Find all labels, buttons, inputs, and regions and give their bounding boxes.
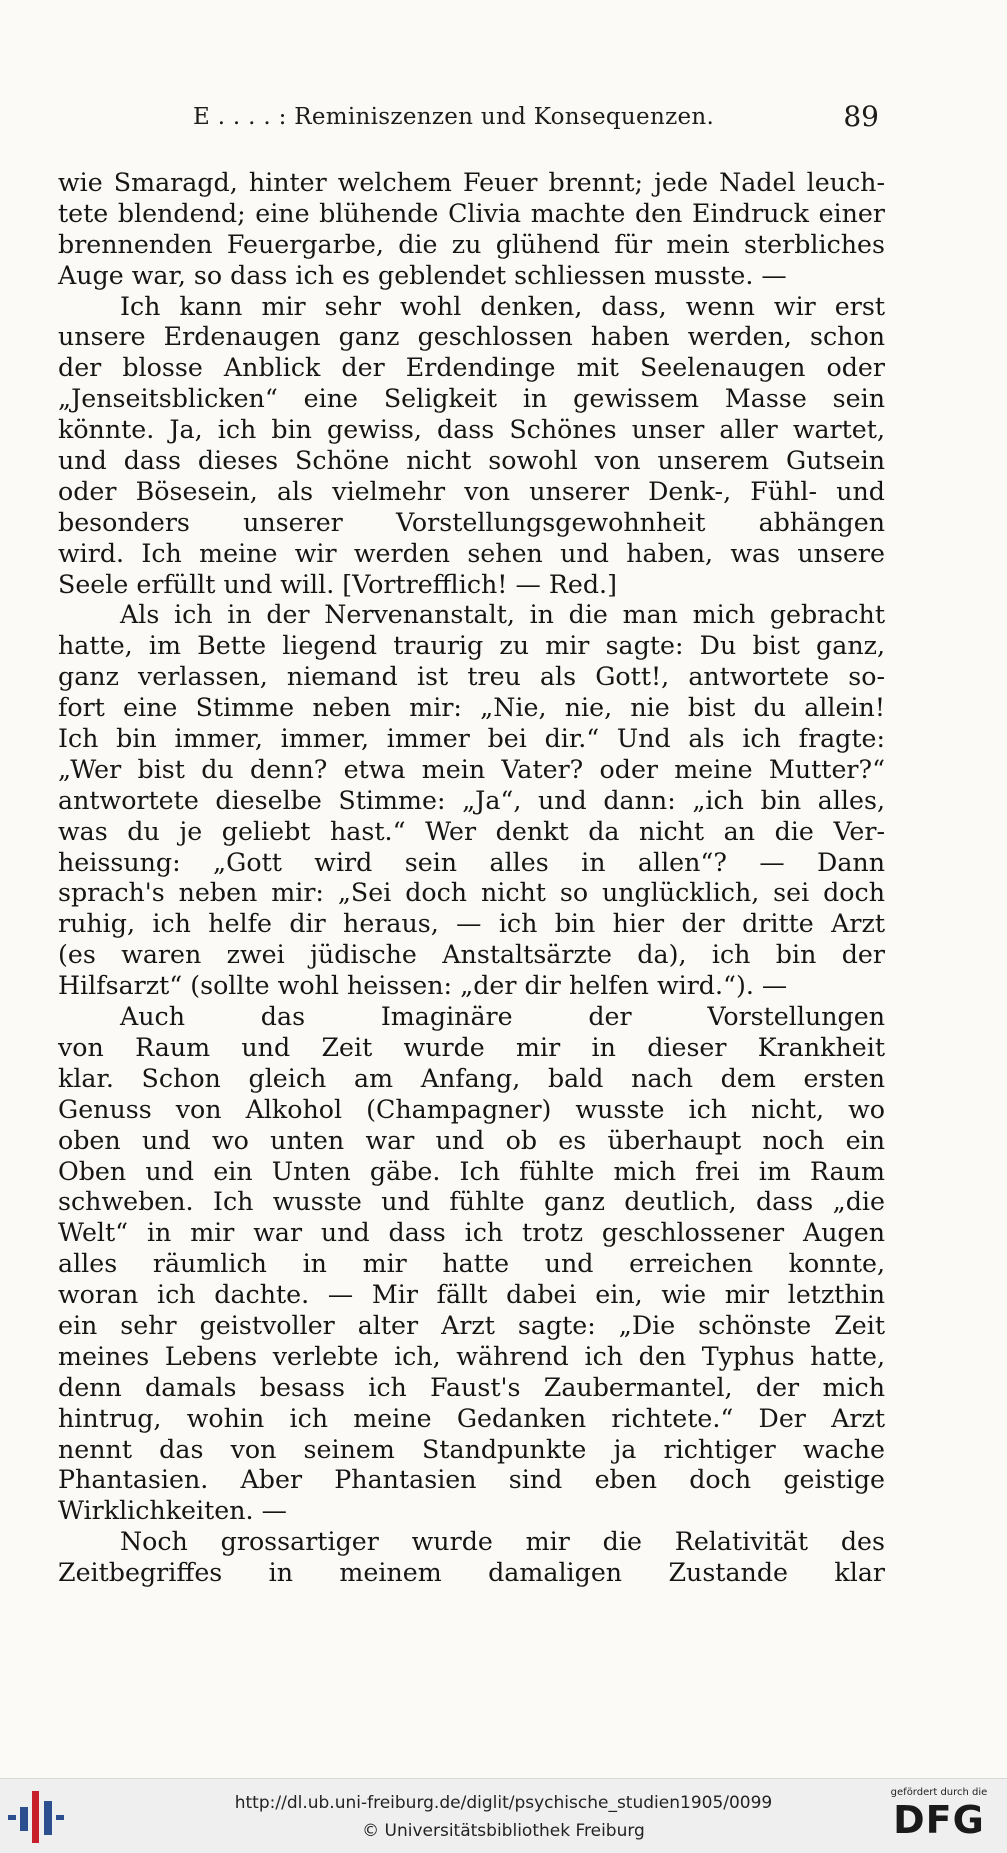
text-line: oder Bösesein, als vielmehr von unserer Denk-, Fühl- und	[58, 476, 885, 506]
text-line: Genuss von Alkohol (Champagner) wusste ich nicht, wo	[58, 1094, 885, 1124]
text-line: hatte, im Bette liegend traurig zu mir sagte: Du bist ganz,	[58, 631, 885, 661]
text-line: sprach's neben mir: „Sei doch nicht so unglücklich, sei doch	[58, 878, 885, 908]
text-line: antwortete dieselbe Stimme: „Ja“, und dann: „ich bin alles,	[58, 785, 885, 815]
text-line: (es waren zwei jüdische Anstaltsärzte da), ich bin der	[58, 940, 885, 970]
text-line: Auch das Imaginäre der Vorstellungen	[120, 1002, 885, 1032]
text-line: Hilfsarzt“ (sollte wohl heissen: „der dir helfen wird.“). —	[58, 971, 788, 1001]
text-line: Noch grossartiger wurde mir die Relativität des	[120, 1527, 885, 1557]
text-line: heissung: „Gott wird sein alles in allen“? — Dann	[58, 847, 885, 877]
text-line: woran ich dachte. — Mir fällt dabei ein, wie mir letzthin	[58, 1280, 885, 1310]
text-line: „Wer bist du denn? etwa mein Vater? oder meine Mutter?“	[58, 754, 885, 784]
text-line: nennt das von seinem Standpunkte ja richtiger wache	[58, 1434, 885, 1464]
page-header	[58, 100, 885, 138]
text-line: was du je geliebt hast.“ Wer denkt da nicht an die Ver-	[58, 816, 885, 846]
text-line: Auge war, so dass ich es geblendet schliessen musste. —	[58, 260, 787, 290]
text-line: fort eine Stimme neben mir: „Nie, nie, nie bist du allein!	[58, 693, 885, 723]
text-line: hintrug, wohin ich meine Gedanken richtete.“ Der Arzt	[58, 1403, 885, 1433]
dfg-logo-text: DFG	[893, 1798, 985, 1842]
source-url-link[interactable]: http://dl.ub.uni-freiburg.de/diglit/psychische_studien1905/0099	[234, 1793, 773, 1813]
text-line: Seele erfüllt und will. [Vortrefflich! — Red.]	[58, 569, 617, 599]
copyright-notice: © Universitätsbibliothek Freiburg	[362, 1821, 645, 1841]
text-line: könnte. Ja, ich bin gewiss, dass Schönes unser aller wartet,	[58, 415, 885, 445]
page-number: 89	[843, 100, 879, 133]
text-line: und dass dieses Schöne nicht sowohl von unserem Gutsein	[58, 446, 885, 476]
text-line: ruhig, ich helfe dir heraus, — ich bin hier der dritte Arzt	[58, 909, 885, 939]
text-line: brennenden Feuergarbe, die zu glühend für mein sterbliches	[58, 229, 885, 259]
dfg-logo	[883, 1787, 995, 1847]
body-text	[58, 168, 885, 1589]
text-line: tete blendend; eine blühende Clivia machte den Eindruck einer	[58, 198, 885, 228]
text-line: Als ich in der Nervenanstalt, in die man mich gebracht	[120, 600, 885, 630]
text-line: wird. Ich meine wir werden sehen und haben, was unsere	[58, 538, 885, 568]
text-line: ganz verlassen, niemand ist treu als Gott!, antwortete so-	[58, 662, 885, 692]
text-line: besonders unserer Vorstellungsgewohnheit abhängen	[58, 507, 885, 537]
text-line: Zeitbegriffes in meinem damaligen Zustande klar	[58, 1558, 885, 1588]
text-line: Phantasien. Aber Phantasien sind eben doch geistige	[58, 1465, 885, 1495]
text-line: Welt“ in mir war und dass ich trotz geschlossener Augen	[58, 1218, 885, 1248]
text-line: „Jenseitsblicken“ eine Seligkeit in gewissem Masse sein	[58, 384, 885, 414]
text-line: unsere Erdenaugen ganz geschlossen haben werden, schon	[58, 322, 885, 352]
running-head: E . . . . : Reminiszenzen und Konsequenzen.	[193, 104, 715, 130]
text-line: wie Smaragd, hinter welchem Feuer brennt; jede Nadel leuch-	[58, 168, 885, 197]
text-line: alles räumlich in mir hatte und erreichen konnte,	[58, 1249, 885, 1279]
text-line: der blosse Anblick der Erdendinge mit Seelenaugen oder	[58, 353, 885, 383]
text-line: Wirklichkeiten. —	[58, 1496, 287, 1526]
text-line: denn damals besass ich Faust's Zaubermantel, der mich	[58, 1372, 885, 1402]
text-line: von Raum und Zeit wurde mir in dieser Krankheit	[58, 1032, 885, 1062]
text-line: klar. Schon gleich am Anfang, bald nach dem ersten	[58, 1063, 885, 1093]
footer-bar	[0, 1778, 1007, 1853]
text-line: ein sehr geistvoller alter Arzt sagte: „Die schönste Zeit	[58, 1310, 885, 1340]
text-line: Ich bin immer, immer, immer bei dir.“ Und als ich fragte:	[58, 724, 885, 754]
text-line: schweben. Ich wusste und fühlte ganz deutlich, dass „die	[58, 1187, 885, 1217]
text-line: oben und wo unten war und ob es überhaupt noch ein	[58, 1125, 885, 1155]
funder-caption: gefördert durch die	[890, 1787, 988, 1798]
text-line: meines Lebens verlebte ich, während ich den Typhus hatte,	[58, 1341, 885, 1371]
text-line: Ich kann mir sehr wohl denken, dass, wenn wir erst	[120, 291, 885, 321]
text-line: Oben und ein Unten gäbe. Ich fühlte mich frei im Raum	[58, 1156, 885, 1186]
